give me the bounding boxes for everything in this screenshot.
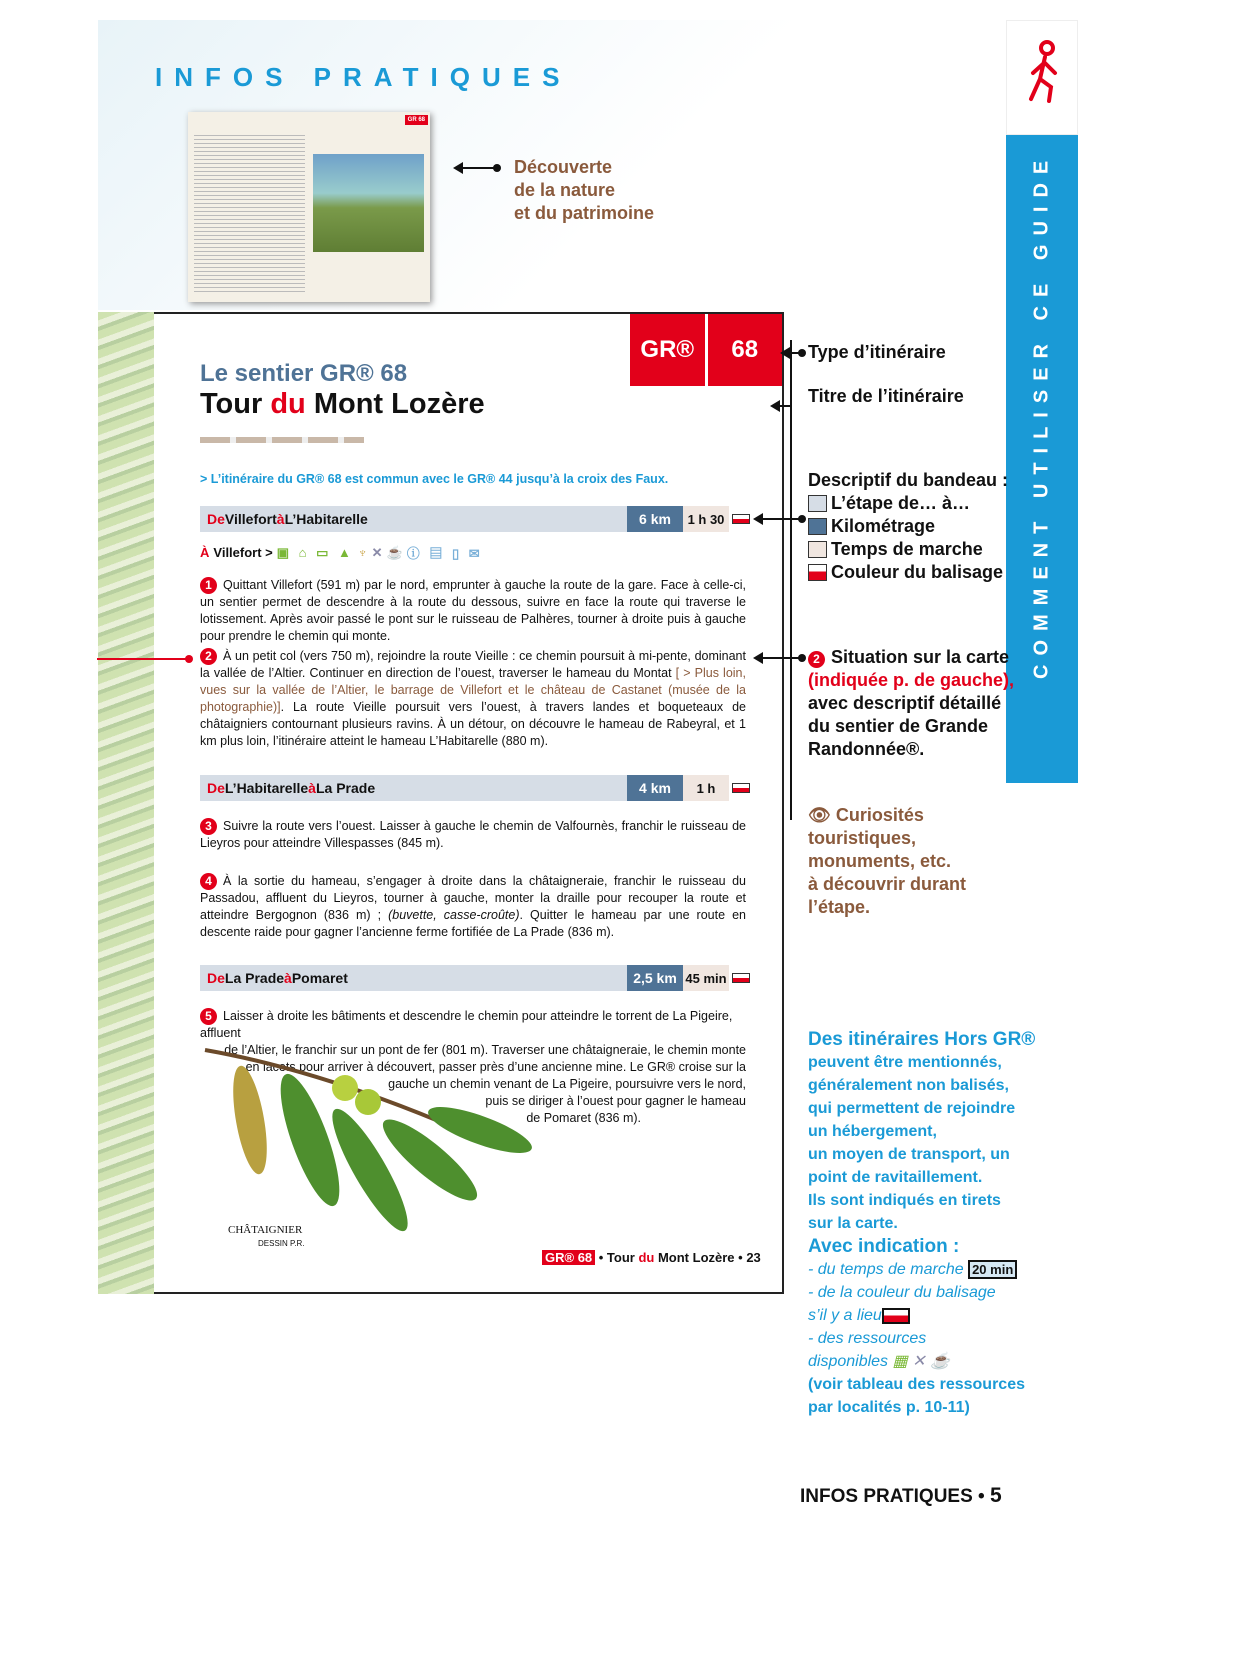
- sidebar-logo: [1006, 20, 1078, 135]
- map-pointer-dot: [185, 655, 193, 663]
- resources-line: À Villefort > ▣ ⌂ ▭ ▲ ♆ ✕ ☕ ⓘ ▤ ▯ ✉: [200, 544, 483, 561]
- curiosites-label: 👁 Curiosités touristiques, monuments, etc. à découvrir durant l’étape.: [808, 805, 967, 917]
- page-footer: INFOS PRATIQUES • 5: [800, 1484, 1002, 1507]
- arrow-icon: [772, 405, 792, 407]
- step-1: 1 Quittant Villefort (591 m) par le nord, emprunter à gauche la route de la gare. Face à celle-ci, un sentier permet de descendre à la route du dessous, suivre en face la route qui traverse le lotissement. Après avoir passé le pont sur le ruisseau de Palhères, tourner à droite puis à gauche pour prendre le chemin qui monte.: [200, 578, 746, 643]
- decouverte-label: Découverte de la nature et du patrimoine: [514, 157, 655, 223]
- route-subtitle: Le sentier GR® 68: [200, 360, 408, 387]
- waymark-icon: [732, 783, 750, 793]
- illustration-caption: CHÂTAIGNIER: [228, 1224, 303, 1236]
- dot-icon: [798, 349, 806, 357]
- step-4: 4 À la sortie du hameau, s’engager à droite dans la châtaigneraie, franchir le ruisseau du Passadou, affluent du Lieyros, tourner à gauche, monter la draille pour recouper la route et atteindre Bergognon (836 m) ; (buvette, casse-croûte). Quitter le hameau par une route en descente raide pour gagner l’ancienne ferme fortifiée de La Prade (836 m).: [200, 874, 746, 939]
- time-badge: 20 min: [968, 1260, 1017, 1279]
- map-pointer-line: [97, 658, 189, 660]
- route-note: > L’itinéraire du GR® 68 est commun avec le GR® 44 jusqu’à la croix des Faux.: [200, 472, 669, 486]
- eye-icon: 👁: [808, 805, 831, 825]
- dot-icon: [493, 164, 501, 172]
- section-title: INFOS PRATIQUES: [155, 62, 572, 92]
- route-title: Tour du Mont Lozère: [200, 388, 485, 420]
- dot-icon: [798, 654, 806, 662]
- connector-line: [790, 340, 792, 820]
- thumbnail-gr-badge: GR 68: [405, 115, 428, 125]
- arrow-icon: [755, 657, 803, 659]
- lodging-icon: ▦: [892, 1353, 908, 1370]
- stage-band: De La Prade à Pomaret 2,5 km 45 min: [200, 965, 750, 991]
- page-thumbnail: [188, 112, 430, 302]
- step-5: 5 Laisser à droite les bâtiments et descendre le chemin pour atteindre le torrent de La Pigeire, affluent de l’Altier, le franchir sur un pont de fer (801 m). Traverser une châtaigneraie, le chemin monte en lacets pour arriver à découvert, passer près d’une ancienne mine. Le GR® croise sur la gauche un chemin venant de La Pigeire, poursuivre vers le nord, puis se diriger à l’ouest pour gagner le hameau de Pomaret (836 m).: [200, 1009, 746, 1125]
- restaurant-icon: ✕: [912, 1353, 926, 1370]
- bandeau-legend: Descriptif du bandeau : L’étape de… à… Kilométrage Temps de marche Couleur du balisage: [808, 470, 1009, 582]
- title-label: Titre de l’itinéraire: [808, 386, 964, 406]
- map-strip: [98, 312, 154, 1294]
- hiker-icon: [1007, 21, 1079, 136]
- cafe-icon: ☕: [929, 1353, 950, 1370]
- route-type-badge: GR® 68: [630, 314, 782, 386]
- dot-icon: [798, 515, 806, 523]
- arrow-icon: [455, 167, 495, 169]
- hors-gr-info: Des itinéraires Hors GR® peuvent être mentionnés, généralement non balisés, qui permettent de rejoindre un hébergement, un moyen de transport, un point de ravitaillement. Ils sont indiqués en tirets sur la carte. Avec indication : - du temps de marche 20 min - de la couleur du balisage s’il y a lieu - des ressources disponibles ▦ ✕ ☕ (voir tableau des ressources par localités p. 10-11): [808, 1029, 1036, 1416]
- type-label: Type d’itinéraire: [808, 342, 946, 362]
- waymark-icon: [732, 514, 750, 524]
- sidebar-label: COMMENT UTILISER CE GUIDE: [1030, 151, 1053, 679]
- illustration-credit: DESSIN P.R.: [258, 1239, 305, 1248]
- guide-footer: GR® 68 • Tour du Mont Lozère • 23: [542, 1250, 761, 1265]
- step-2: 2 À un petit col (vers 750 m), rejoindre la route Vieille : ce chemin poursuit à mi-pente, dominant la vallée de l’Altier. Continuer en direction de l’ouest, traverser le hameau du Montat [ > Plus loin, vues sur la vallée de l’Altier, le barrage de Villefort et le château de Castanet (musée de la photographie)]. La route Vieille poursuit vers l’ouest, à travers landes et boqueteaux de châtaigniers contournant plusieurs ravins. À un détour, on découvre le hameau de Rabeyral, et 1 km plus loin, l’itinéraire atteint le hameau L’Habitarelle (880 m).: [200, 649, 746, 748]
- waymark-icon: [732, 973, 750, 983]
- stage-band: De Villefort à L’Habitarelle 6 km 1 h 30: [200, 506, 750, 532]
- arrow-icon: [755, 518, 803, 520]
- title-divider: [200, 437, 364, 443]
- situation-label: 2 Situation sur la carte (indiquée p. de gauche), avec descriptif détaillé du sentier de Grande Randonnée®.: [808, 647, 1015, 759]
- step-3: 3 Suivre la route vers l’ouest. Laisser à gauche le chemin de Valfournès, franchir le ruisseau de Lieyros pour atteindre Villespasses (845 m).: [200, 819, 746, 850]
- resource-icons: ▣ ⌂ ▭ ▲: [276, 544, 354, 560]
- waymark-icon: [882, 1308, 910, 1324]
- stage-band: De L’Habitarelle à La Prade 4 km 1 h: [200, 775, 750, 801]
